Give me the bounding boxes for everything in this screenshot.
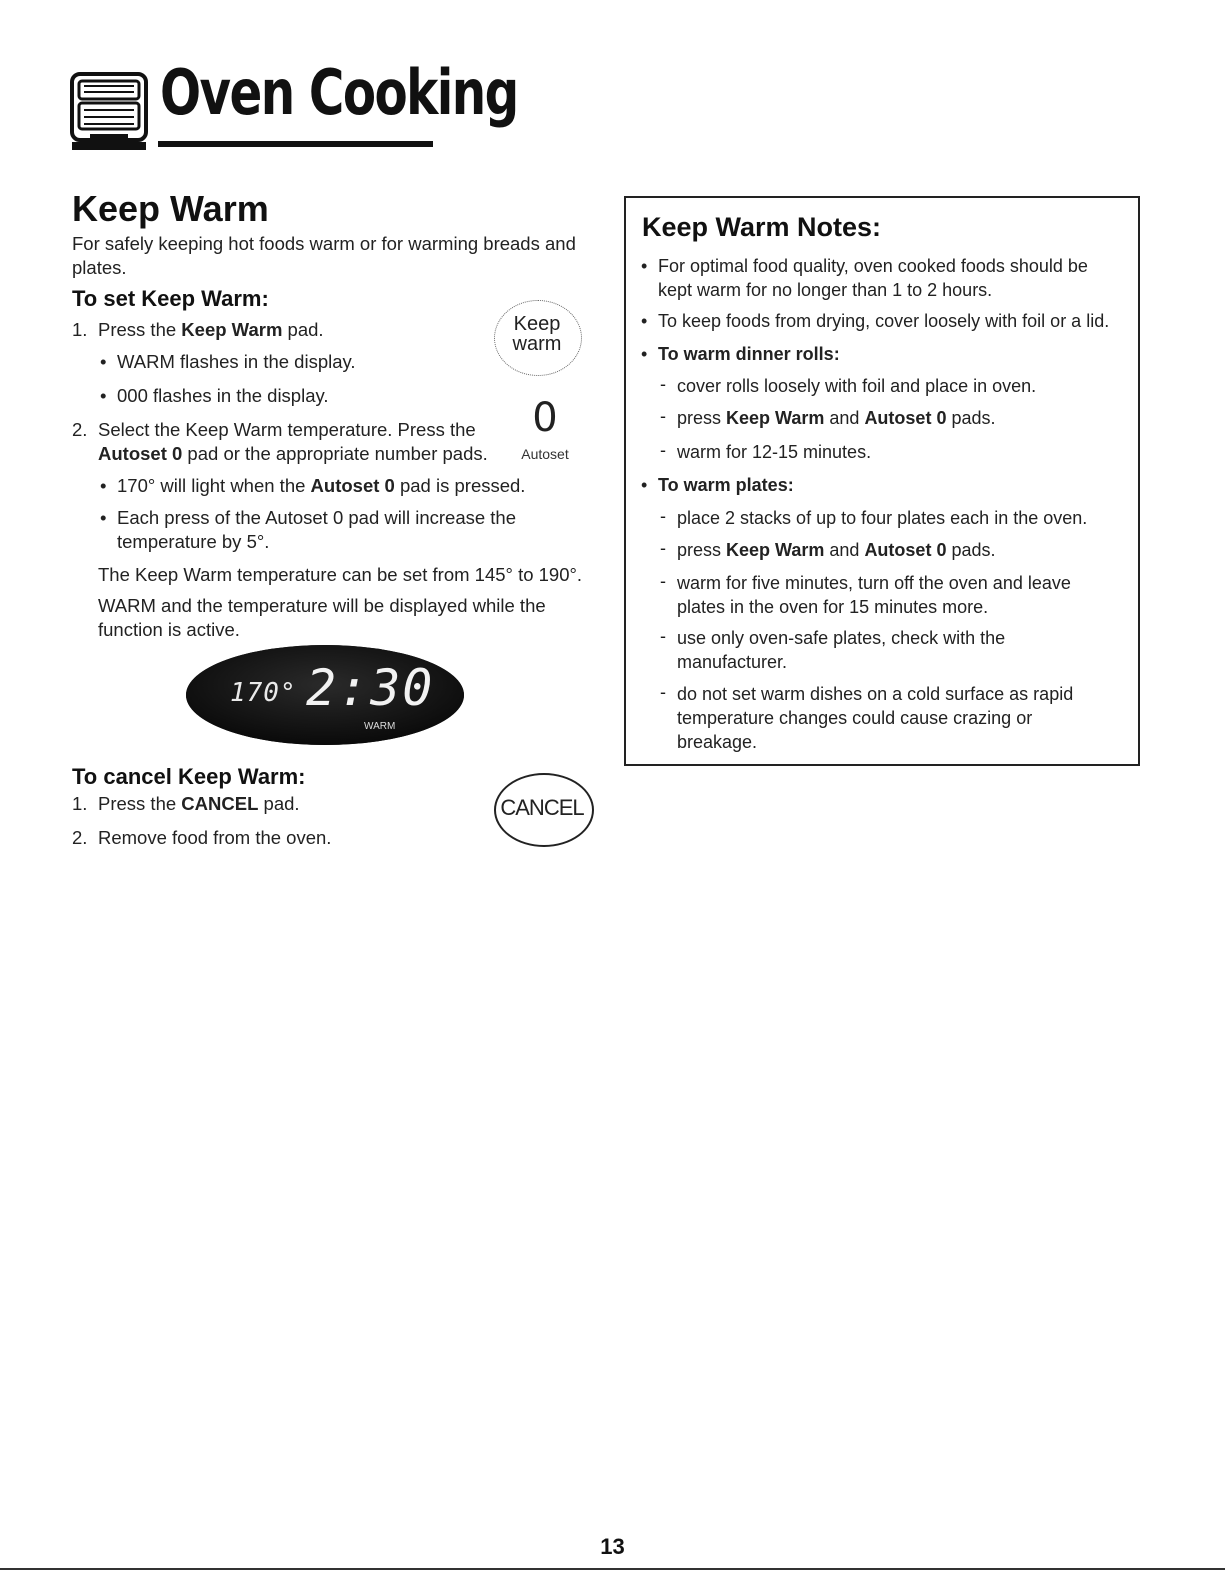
cancel-step-2: Remove food from the oven. (98, 827, 332, 848)
note-bullet: For optimal food quality, oven cooked foods should be kept warm for no longer than 1 to 2 hours. (658, 256, 1088, 300)
notes-title: Keep Warm Notes: (642, 212, 882, 242)
display-warm-indicator: WARM (364, 721, 396, 732)
dash-marker: - (660, 538, 666, 558)
rolls-step: warm for 12-15 minutes. (677, 442, 872, 462)
section-title: Keep Warm (72, 188, 269, 229)
footer-divider (0, 1568, 1225, 1570)
page-number: 13 (600, 1534, 625, 1559)
dash-marker: - (660, 506, 666, 526)
plates-step: place 2 stacks of up to four plates each in the oven. (677, 508, 1088, 528)
dash-marker: - (660, 571, 666, 591)
plates-step: press Keep Warm and Autoset 0 pads. (677, 540, 996, 560)
oven-icon (70, 72, 148, 154)
note-bullet: To keep foods from drying, cover loosely with foil or a lid. (658, 311, 1110, 331)
dinner-rolls-heading: To warm dinner rolls: (658, 344, 840, 364)
bullet-dot: • (641, 311, 648, 331)
oven-display (186, 645, 464, 745)
cancel-keep-warm-heading: To cancel Keep Warm: (72, 764, 306, 789)
bullet-dot: • (641, 344, 648, 364)
plates-step: warm for five minutes, turn off the oven and leave plates in the oven for 15 minutes more. (677, 573, 1071, 617)
cancel-step-1: Press the CANCEL pad. (98, 793, 300, 814)
rolls-step: cover rolls loosely with foil and place in oven. (677, 376, 1037, 396)
header-underline (158, 141, 433, 147)
step-number: 1. (72, 793, 88, 814)
bullet-dot: • (641, 475, 648, 495)
set-step-1-bullet: WARM flashes in the display. (117, 351, 356, 372)
temperature-range-text: The Keep Warm temperature can be set from 145° to 190°. (98, 564, 583, 585)
set-step-2: Select the Keep Warm temperature. Press the Autoset 0 pad or the appropriate number pads. (98, 419, 488, 464)
autoset-pad-label: Autoset (521, 446, 569, 462)
autoset-pad-digit[interactable]: 0 (532, 395, 558, 441)
set-step-2-bullet: 170° will light when the Autoset 0 pad is pressed. (117, 475, 526, 496)
plates-step: use only oven-safe plates, check with the manufacturer. (677, 628, 1006, 672)
cancel-pad-label: CANCEL (500, 795, 584, 820)
bullet-dot: • (100, 475, 107, 496)
set-step-1-bullet: 000 flashes in the display. (117, 385, 329, 406)
plates-step: do not set warm dishes on a cold surface as rapid temperature changes could cause crazing or breakage. (677, 684, 1074, 752)
display-active-text: WARM and the temperature will be displayed while the function is active. (98, 595, 546, 640)
dash-marker: - (660, 374, 666, 394)
dash-marker: - (660, 406, 666, 426)
dash-marker: - (660, 440, 666, 460)
bullet-dot: • (100, 507, 107, 528)
dash-marker: - (660, 682, 666, 702)
header-title: Oven Cooking (160, 56, 518, 129)
rolls-step: press Keep Warm and Autoset 0 pads. (677, 408, 996, 428)
bullet-dot: • (641, 256, 648, 276)
step-number: 2. (72, 419, 88, 440)
bullet-dot: • (100, 385, 107, 406)
dash-marker: - (660, 626, 666, 646)
set-keep-warm-heading: To set Keep Warm: (72, 286, 269, 311)
keep-warm-pad-label (494, 314, 580, 354)
step-number: 1. (72, 319, 88, 340)
display-time: 2:30 (306, 659, 435, 717)
keep-warm-pad-line: warm (512, 333, 562, 355)
set-step-1: Press the Keep Warm pad. (98, 319, 324, 340)
warm-plates-heading: To warm plates: (658, 475, 794, 495)
set-step-2-bullet: Each press of the Autoset 0 pad will increase the temperature by 5°. (117, 507, 517, 552)
keep-warm-pad-line: Keep (513, 313, 561, 335)
section-intro: For safely keeping hot foods warm or for warming breads and plates. (72, 233, 576, 278)
step-number: 2. (72, 827, 88, 848)
display-temperature: 170° (230, 678, 297, 708)
bullet-dot: • (100, 351, 107, 372)
